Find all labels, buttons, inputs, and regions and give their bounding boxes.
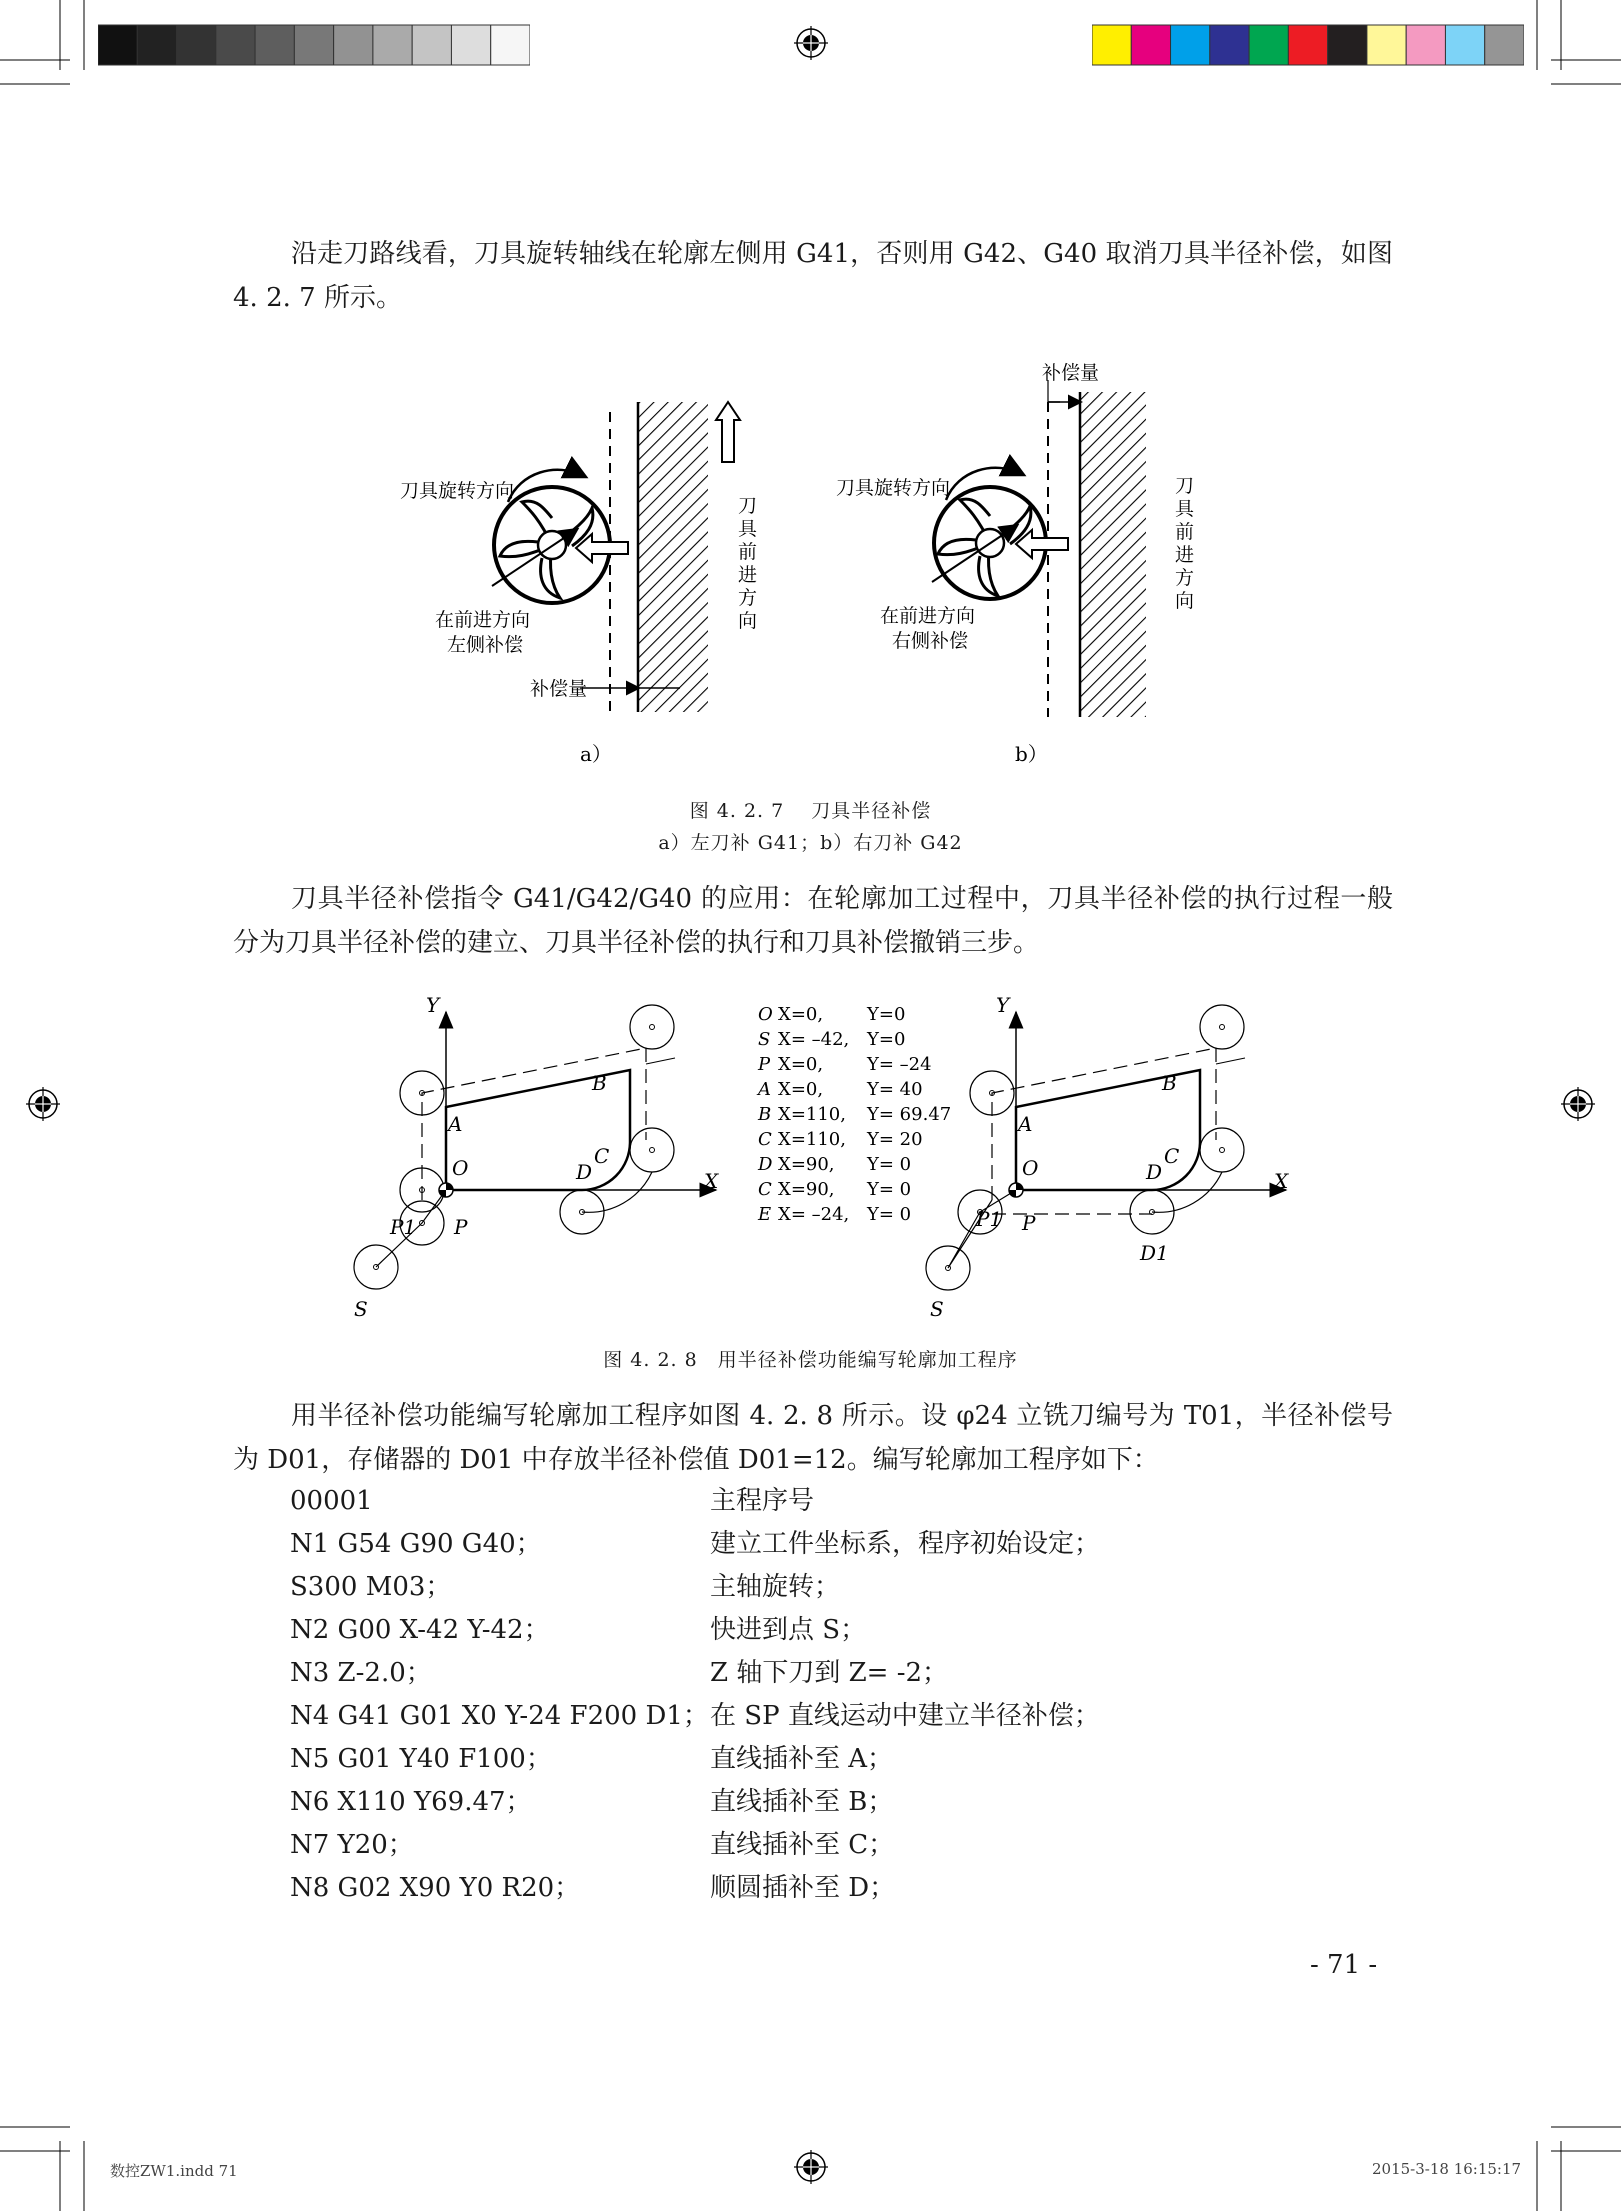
program-line <box>290 1480 1390 1523</box>
svg-text:进: 进 <box>1175 544 1195 566</box>
coordinate-pt: S <box>758 1029 771 1050</box>
contour-labels-right <box>930 993 1289 1321</box>
svg-text:具: 具 <box>1175 498 1195 520</box>
contour-diagram-right <box>926 1005 1286 1290</box>
contour-labels-left <box>354 993 719 1321</box>
program-code: N3 Z-2.0； <box>290 1658 432 1688</box>
coordinate-x: X=0, <box>778 1079 824 1100</box>
program-line <box>290 1738 1390 1781</box>
color-swatch <box>1328 25 1367 65</box>
svg-text:进: 进 <box>738 564 758 586</box>
program-line <box>290 1695 1390 1738</box>
svg-text:O: O <box>452 1156 469 1180</box>
program-comment: 建立工件坐标系，程序初始设定； <box>710 1529 1101 1559</box>
comp-label-line-2: 右侧补偿 <box>892 630 969 652</box>
svg-text:O: O <box>1022 1156 1039 1180</box>
svg-text:B: B <box>592 1071 607 1095</box>
svg-text:P1: P1 <box>976 1207 1003 1231</box>
footer-timestamp: 2015-3-18 16:15:17 <box>1372 2160 1522 2178</box>
paragraph-text: 刀具半径补偿指令 G41/G42/G40 的应用：在轮廓加工过程中，刀具半径补偿的执行过程一般分为刀具半径补偿的建立、刀具半径补偿的执行和刀具补偿撤销三步。 <box>233 884 1393 958</box>
gray-step-swatch <box>334 25 373 65</box>
coordinate-x: X= –42, <box>778 1029 850 1050</box>
advance-direction-arrow-icon <box>716 402 740 462</box>
coordinate-y: Y= 69.47 <box>867 1104 952 1125</box>
color-swatch <box>1288 25 1327 65</box>
registration-target-icon <box>794 2150 828 2184</box>
page-number: - 71 - <box>1310 1950 1378 1980</box>
color-swatch <box>1210 25 1249 65</box>
comp-label-line-2: 左侧补偿 <box>447 634 524 656</box>
gray-step-swatch <box>98 25 137 65</box>
coordinate-y: Y= 40 <box>867 1079 923 1100</box>
gray-step-swatch <box>216 25 255 65</box>
svg-text:P: P <box>1022 1211 1036 1235</box>
program-code: 00001 <box>290 1486 373 1516</box>
coordinate-y: Y= 20 <box>867 1129 923 1150</box>
svg-text:C: C <box>594 1144 610 1168</box>
figure-4-2-7-caption-title: 图 4. 2. 7 刀具半径补偿 <box>689 800 932 822</box>
program-code: N4 G41 G01 X0 Y-24 F200 D1； <box>290 1701 709 1731</box>
svg-text:向: 向 <box>1175 590 1195 612</box>
gray-step-swatch <box>412 25 451 65</box>
program-code: N2 G00 X-42 Y-42； <box>290 1615 550 1645</box>
paragraph-application <box>233 877 1393 965</box>
svg-text:方: 方 <box>738 587 758 609</box>
advance-direction-label <box>738 495 758 632</box>
figure-4-2-7 <box>380 350 1260 780</box>
program-code: N6 X110 Y69.47； <box>290 1787 532 1817</box>
registration-target-icon <box>1561 1087 1595 1121</box>
svg-text:A: A <box>1018 1112 1033 1136</box>
rotation-direction-label: 刀具旋转方向 <box>836 477 951 499</box>
offset-amount-label: 补偿量 <box>1042 362 1100 384</box>
figure-4-2-8 <box>340 990 1300 1330</box>
svg-text:D1: D1 <box>1140 1241 1169 1265</box>
coordinate-pt: C <box>758 1129 772 1150</box>
program-code: N7 Y20； <box>290 1830 414 1860</box>
svg-text:刀: 刀 <box>738 495 758 517</box>
svg-text:向: 向 <box>738 610 758 632</box>
svg-text:X: X <box>1274 1169 1289 1193</box>
coordinate-y: Y=0 <box>867 1004 906 1025</box>
svg-text:D: D <box>1146 1160 1163 1184</box>
color-swatch <box>1406 25 1445 65</box>
program-code: N1 G54 G90 G40； <box>290 1529 542 1559</box>
program-comment: 主程序号 <box>710 1486 815 1516</box>
program-comment: 顺圆插补至 D； <box>710 1873 896 1903</box>
color-swatch <box>1092 25 1131 65</box>
figure-4-2-7-part-a <box>400 402 758 766</box>
program-line <box>290 1867 1390 1910</box>
rotation-direction-label: 刀具旋转方向 <box>400 480 515 502</box>
program-code: N5 G01 Y40 F100； <box>290 1744 552 1774</box>
color-swatch <box>1249 25 1288 65</box>
program-comment: 直线插补至 A； <box>710 1744 894 1774</box>
coordinate-x: X=110, <box>778 1129 846 1150</box>
program-line <box>290 1781 1390 1824</box>
coordinate-y: Y= 0 <box>867 1154 912 1175</box>
registration-target-icon <box>794 26 828 60</box>
program-line <box>290 1566 1390 1609</box>
svg-text:方: 方 <box>1175 567 1195 589</box>
workpiece-wall <box>1080 392 1146 717</box>
workpiece-wall <box>638 402 708 712</box>
coordinate-x: X=90, <box>778 1154 835 1175</box>
advance-direction-label <box>1175 475 1195 612</box>
coordinate-pt: P <box>758 1054 771 1075</box>
comp-label-line-1: 在前进方向 <box>435 609 531 631</box>
svg-text:A: A <box>448 1112 463 1136</box>
svg-text:C: C <box>1164 1144 1180 1168</box>
subfigure-label-b: b） <box>1015 742 1048 766</box>
coordinate-pt: C <box>758 1179 772 1200</box>
svg-text:B: B <box>1162 1071 1177 1095</box>
svg-text:S: S <box>354 1297 368 1321</box>
program-code: N8 G02 X90 Y0 R20； <box>290 1873 581 1903</box>
coordinate-x: X=0, <box>778 1054 824 1075</box>
gray-step-swatch <box>137 25 176 65</box>
comp-label-line-1: 在前进方向 <box>880 605 976 627</box>
program-comment: 直线插补至 B； <box>710 1787 894 1817</box>
program-comment: 直线插补至 C； <box>710 1830 895 1860</box>
figure-4-2-8-caption: 图 4. 2. 8 用半径补偿功能编写轮廓加工程序 <box>603 1349 1018 1371</box>
offset-amount-label: 补偿量 <box>530 678 588 700</box>
gray-step-swatch <box>255 25 294 65</box>
program-comment: 快进到点 S； <box>710 1615 867 1645</box>
coordinate-pt: O <box>758 1004 773 1025</box>
coordinate-x: X=110, <box>778 1104 846 1125</box>
svg-text:具: 具 <box>738 518 758 540</box>
coordinate-x: X=0, <box>778 1004 824 1025</box>
coordinate-y: Y= 0 <box>867 1204 912 1225</box>
svg-text:D: D <box>576 1160 593 1184</box>
svg-text:P1: P1 <box>390 1215 417 1239</box>
footer-filename: 数控ZW1.indd 71 <box>110 2162 238 2180</box>
svg-text:S: S <box>930 1297 944 1321</box>
svg-text:刀: 刀 <box>1175 475 1195 497</box>
coordinate-y: Y=0 <box>867 1029 906 1050</box>
coordinate-pt: A <box>758 1079 771 1100</box>
coordinate-y: Y= 0 <box>867 1179 912 1200</box>
program-comment: 主轴旋转； <box>710 1572 841 1602</box>
gray-step-swatch <box>373 25 412 65</box>
program-line <box>290 1523 1390 1566</box>
program-comment: Z 轴下刀到 Z= -2； <box>710 1658 949 1688</box>
paragraph-text: 用半径补偿功能编写轮廓加工程序如图 4. 2. 8 所示。设 φ24 立铣刀编号为 T01，半径补偿号为 D01，存储器的 D01 中存放半径补偿值 D01=12。编写轮廓加工程序如下： <box>233 1401 1393 1475</box>
gray-step-swatch <box>294 25 333 65</box>
figure-4-2-7-caption-sub: a）左刀补 G41；b）右刀补 G42 <box>658 832 963 854</box>
paragraph-program-intro <box>233 1394 1393 1482</box>
svg-text:X: X <box>704 1169 719 1193</box>
color-swatch <box>1131 25 1170 65</box>
coordinate-x: X=90, <box>778 1179 835 1200</box>
svg-text:Y: Y <box>996 993 1010 1017</box>
color-swatch <box>1367 25 1406 65</box>
coordinate-pt: E <box>758 1204 772 1225</box>
paragraph-text: 沿走刀路线看，刀具旋转轴线在轮廓左侧用 G41，否则用 G42、G40 取消刀具半径补偿，如图 4. 2. 7 所示。 <box>233 239 1393 313</box>
figure-4-2-7-part-b <box>836 362 1195 766</box>
color-swatch <box>1445 25 1484 65</box>
coordinate-pt: D <box>758 1154 773 1175</box>
coordinate-pt: B <box>758 1104 772 1125</box>
gray-step-swatch <box>451 25 490 65</box>
contour-diagram-left <box>354 1005 716 1289</box>
coordinate-y: Y= –24 <box>867 1054 932 1075</box>
program-code: S300 M03； <box>290 1572 452 1602</box>
gray-step-bar <box>98 24 530 66</box>
paragraph-intro <box>233 232 1393 320</box>
subfigure-label-a: a） <box>580 742 612 766</box>
registration-target-icon <box>26 1087 60 1121</box>
svg-text:Y: Y <box>426 993 440 1017</box>
color-swatch <box>1485 25 1524 65</box>
svg-text:P: P <box>454 1215 468 1239</box>
svg-text:前: 前 <box>738 541 758 563</box>
program-line <box>290 1824 1390 1867</box>
color-bar <box>1092 24 1524 66</box>
svg-text:前: 前 <box>1175 521 1195 543</box>
coordinate-x: X= –24, <box>778 1204 850 1225</box>
program-line <box>290 1609 1390 1652</box>
gray-step-swatch <box>491 25 530 65</box>
color-swatch <box>1171 25 1210 65</box>
program-line <box>290 1652 1390 1695</box>
program-comment: 在 SP 直线运动中建立半径补偿； <box>710 1701 1100 1731</box>
coordinate-table <box>756 1004 951 1225</box>
gray-step-swatch <box>177 25 216 65</box>
